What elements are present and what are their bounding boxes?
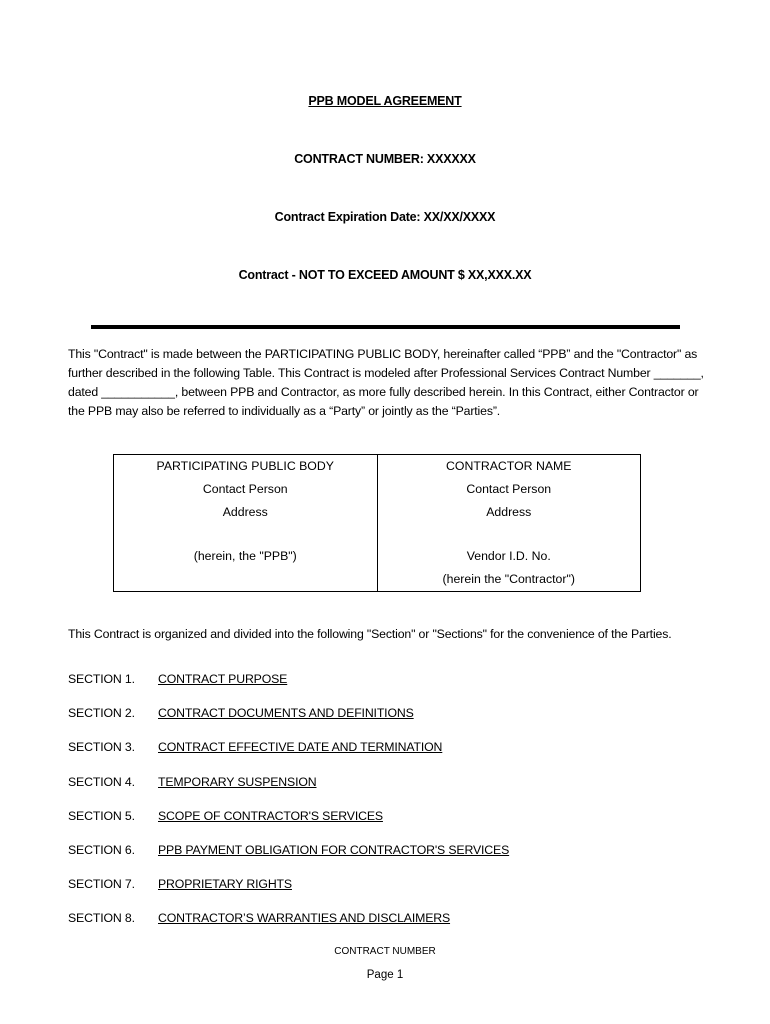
ppb-address: Address xyxy=(222,505,268,519)
section-number: SECTION 3. xyxy=(68,740,135,754)
contract-number-heading: CONTRACT NUMBER: XXXXXX xyxy=(294,152,476,166)
section-link-scope-of-services[interactable]: SCOPE OF CONTRACTOR'S SERVICES xyxy=(158,809,383,823)
section-row xyxy=(68,672,708,692)
section-link-effective-date[interactable]: CONTRACT EFFECTIVE DATE AND TERMINATION xyxy=(158,740,443,754)
section-link-warranties[interactable]: CONTRACTOR’S WARRANTIES AND DISCLAIMERS xyxy=(158,911,451,925)
section-link-contract-purpose[interactable]: CONTRACT PURPOSE xyxy=(158,672,288,686)
contractor-name-heading: CONTRACTOR NAME xyxy=(446,459,572,473)
contractor-address: Address xyxy=(486,505,532,519)
section-link-contract-documents[interactable]: CONTRACT DOCUMENTS AND DEFINITIONS xyxy=(158,706,414,720)
page-number: Page 1 xyxy=(366,969,404,981)
footer-contract-number: CONTRACT NUMBER xyxy=(334,946,436,957)
section-number: SECTION 2. xyxy=(68,706,135,720)
section-row xyxy=(68,740,708,760)
ppb-cell xyxy=(114,455,378,592)
document-title: PPB MODEL AGREEMENT xyxy=(308,94,462,108)
contractor-herein: (herein the "Contractor") xyxy=(442,572,575,586)
not-to-exceed-amount-heading: Contract - NOT TO EXCEED AMOUNT $ XX,XXX.XX xyxy=(238,268,532,282)
ppb-herein: (herein, the "PPB") xyxy=(193,549,297,563)
section-row xyxy=(68,775,708,795)
parties-table xyxy=(113,454,641,592)
ppb-contact-person: Contact Person xyxy=(202,482,288,496)
contractor-cell xyxy=(377,455,641,592)
section-row xyxy=(68,706,708,726)
section-number: SECTION 6. xyxy=(68,843,135,857)
section-number: SECTION 8. xyxy=(68,911,135,925)
ppb-heading: PARTICIPATING PUBLIC BODY xyxy=(156,459,334,473)
section-number: SECTION 5. xyxy=(68,809,135,823)
section-number: SECTION 7. xyxy=(68,877,135,891)
section-row xyxy=(68,809,708,829)
section-link-proprietary-rights[interactable]: PROPRIETARY RIGHTS xyxy=(158,877,292,891)
vendor-id: Vendor I.D. No. xyxy=(466,549,551,563)
contractor-contact-person: Contact Person xyxy=(466,482,552,496)
section-row xyxy=(68,843,708,863)
section-number: SECTION 4. xyxy=(68,775,135,789)
horizontal-rule xyxy=(91,325,680,329)
section-number: SECTION 1. xyxy=(68,672,135,686)
section-link-payment-obligation[interactable]: PPB PAYMENT OBLIGATION FOR CONTRACTOR'S SERVICES xyxy=(158,843,510,857)
section-row xyxy=(68,911,708,931)
intro-paragraph: This "Contract" is made between the PARTICIPATING PUBLIC BODY, hereinafter called “PPB” and the "Contractor" as further described in the following Table. This Contract is modeled after Professional Services Contract Number _______, dated ___________, between PPB and Contractor, as more fully described herein. In this Contract, either Contractor or the PPB may also be referred to individually as a “Party” or jointly as the “Parties”. xyxy=(68,347,704,418)
organization-paragraph: This Contract is organized and divided into the following "Section" or "Sections" for the convenience of the Parties. xyxy=(68,627,672,641)
section-link-temporary-suspension[interactable]: TEMPORARY SUSPENSION xyxy=(158,775,317,789)
expiration-date-heading: Contract Expiration Date: XX/XX/XXXX xyxy=(274,210,496,224)
section-row xyxy=(68,877,708,897)
